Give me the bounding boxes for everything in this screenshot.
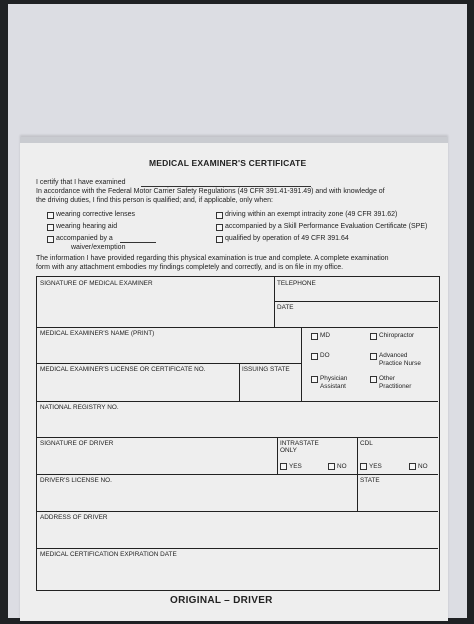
signature-examiner-field[interactable]: SIGNATURE OF MEDICAL EXAMINER	[40, 280, 153, 287]
checkbox-other-practitioner[interactable]	[370, 376, 377, 383]
no-label: NO	[418, 463, 428, 470]
state-field[interactable]: STATE	[360, 477, 380, 484]
checkbox-intracity-zone[interactable]	[216, 212, 223, 219]
checkbox-md[interactable]	[311, 333, 318, 340]
certificate-form-grid	[36, 276, 440, 591]
checkbox-intrastate-yes[interactable]	[280, 463, 287, 470]
checkbox-intrastate-no[interactable]	[328, 463, 335, 470]
checkbox-391-64[interactable]	[216, 236, 223, 243]
checkbox-corrective-lenses[interactable]	[47, 212, 54, 219]
condition-label: driving within an exempt intracity zone (49 CFR 391.62)	[225, 211, 398, 218]
license-number-field[interactable]: MEDICAL EXAMINER'S LICENSE OR CERTIFICATE NO.	[40, 366, 206, 373]
examined-name-line[interactable]	[141, 186, 311, 187]
certificate-title: MEDICAL EXAMINER'S CERTIFICATE	[149, 158, 307, 168]
statement-text-2: form with any attachment embodies my findings completely and correctly, and is on file in my office.	[36, 264, 344, 271]
regulations-text-2: the driving duties, I find this person is qualified; and, if applicable, only when:	[36, 197, 273, 204]
examiner-type-label: Chiropractor	[379, 332, 415, 339]
checkbox-waiver[interactable]	[47, 236, 54, 243]
examiner-type-label: Advanced	[379, 352, 408, 359]
checkbox-spe[interactable]	[216, 224, 223, 231]
national-registry-field[interactable]: NATIONAL REGISTRY NO.	[40, 404, 119, 411]
yes-label: YES	[289, 463, 302, 470]
no-label: NO	[337, 463, 347, 470]
checkbox-cdl-no[interactable]	[409, 463, 416, 470]
checkbox-do[interactable]	[311, 353, 318, 360]
yes-label: YES	[369, 463, 382, 470]
waiver-line[interactable]	[120, 242, 156, 243]
condition-label: accompanied by a Skill Performance Evaluation Certificate (SPE)	[225, 223, 428, 230]
expiration-date-field[interactable]: MEDICAL CERTIFICATION EXPIRATION DATE	[40, 551, 177, 558]
examiner-type-label: Assistant	[320, 383, 346, 390]
examiner-type-label: Other	[379, 375, 395, 382]
examiner-type-label: Practice Nurse	[379, 360, 421, 367]
checkbox-chiropractor[interactable]	[370, 333, 377, 340]
condition-label: accompanied by a	[56, 235, 113, 242]
signature-driver-field[interactable]: SIGNATURE OF DRIVER	[40, 440, 114, 447]
condition-label: wearing corrective lenses	[56, 211, 135, 218]
intrastate-label: ONLY	[280, 447, 297, 454]
address-field[interactable]: ADDRESS OF DRIVER	[40, 514, 108, 521]
condition-label-extra: waiver/exemption	[71, 244, 126, 251]
cdl-label: CDL	[360, 440, 373, 447]
checkbox-advanced-practice-nurse[interactable]	[370, 353, 377, 360]
telephone-field[interactable]: TELEPHONE	[277, 280, 316, 287]
statement-text-1: The information I have provided regarding this physical examination is true and complete. A complete examination	[36, 255, 389, 262]
intrastate-label: INTRASTATE	[280, 440, 319, 447]
examiner-type-label: Practitioner	[379, 383, 412, 390]
copy-designation: ORIGINAL – DRIVER	[170, 595, 273, 606]
issuing-state-field[interactable]: ISSUING STATE	[242, 366, 290, 373]
examiner-type-label: DO	[320, 352, 330, 359]
date-field[interactable]: DATE	[277, 304, 294, 311]
certify-text: I certify that I have examined	[36, 179, 126, 186]
drivers-license-field[interactable]: DRIVER'S LICENSE NO.	[40, 477, 112, 484]
examiner-name-field[interactable]: MEDICAL EXAMINER'S NAME (PRINT)	[40, 330, 155, 337]
certificate-card	[20, 137, 448, 621]
condition-label: qualified by operation of 49 CFR 391.64	[225, 235, 349, 242]
regulations-text-1: In accordance with the Federal Motor Carrier Safety Regulations (49 CFR 391.41-391.49) and with knowledge of	[36, 188, 385, 195]
checkbox-hearing-aid[interactable]	[47, 224, 54, 231]
checkbox-physician-assistant[interactable]	[311, 376, 318, 383]
condition-label: wearing hearing aid	[56, 223, 118, 230]
examiner-type-label: MD	[320, 332, 330, 339]
examiner-type-label: Physician	[320, 375, 348, 382]
checkbox-cdl-yes[interactable]	[360, 463, 367, 470]
